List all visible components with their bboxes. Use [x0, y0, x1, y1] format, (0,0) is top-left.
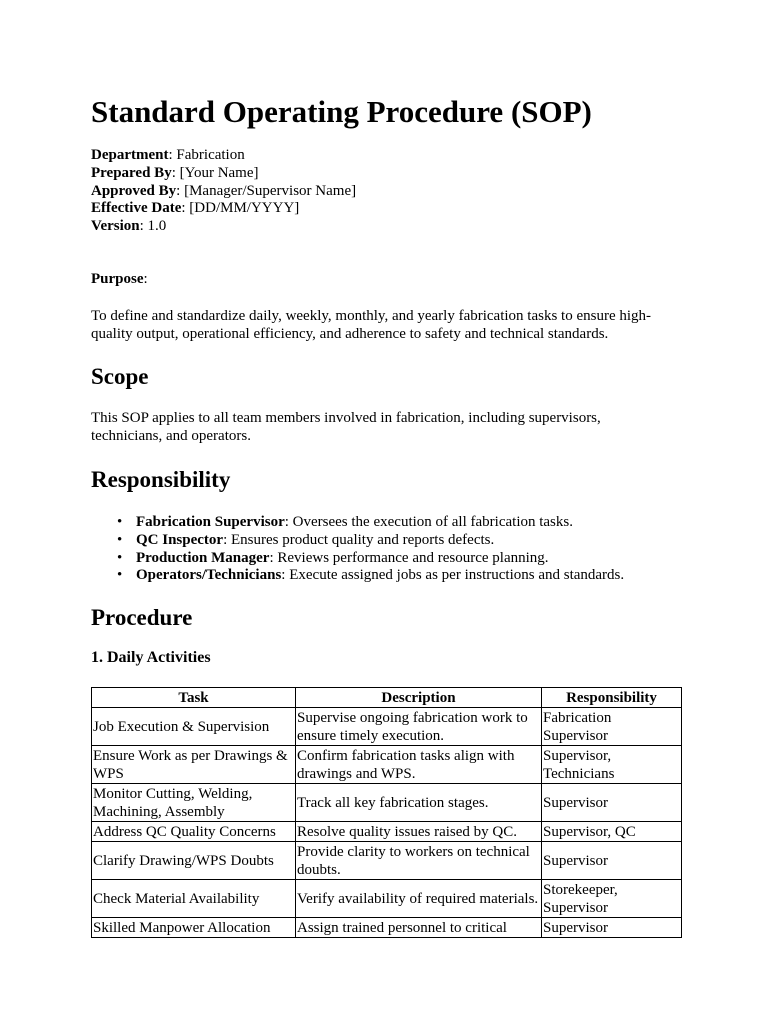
table-row — [92, 784, 682, 822]
cell-responsibility: Supervisor, QC — [542, 822, 682, 842]
daily-activities-heading: 1. Daily Activities — [91, 649, 211, 667]
responsibility-heading: Responsibility — [91, 466, 231, 492]
bullet-icon: • — [117, 531, 123, 548]
meta-version: Version: 1.0 — [91, 218, 167, 235]
purpose-label: Purpose: — [91, 270, 148, 287]
list-item: • Production Manager: Reviews performance and resource planning. — [117, 549, 549, 566]
table-row — [92, 746, 682, 784]
bullet-icon: • — [117, 549, 123, 566]
cell-task: Monitor Cutting, Welding, Machining, Assembly — [92, 784, 296, 822]
table-row — [92, 822, 682, 842]
table-header-row — [92, 688, 682, 708]
column-header-responsibility: Responsibility — [542, 688, 682, 708]
procedure-heading: Procedure — [91, 605, 193, 631]
cell-responsibility: Storekeeper, Supervisor — [542, 880, 682, 918]
scope-text: This SOP applies to all team members involved in fabrication, including supervisors, technicians, and operators. — [91, 409, 601, 444]
meta-prepared-by: Prepared By: [Your Name] — [91, 164, 259, 181]
purpose-text: To define and standardize daily, weekly, monthly, and yearly fabrication tasks to ensure high-quality output, operational efficiency, and adherence to safety and technical standards. — [91, 307, 652, 342]
cell-description: Confirm fabrication tasks align with drawings and WPS. — [296, 746, 542, 784]
bullet-icon: • — [117, 567, 123, 584]
cell-responsibility: Supervisor — [542, 784, 682, 822]
table-row — [92, 918, 682, 938]
cell-responsibility: Fabrication Supervisor — [542, 708, 682, 746]
cell-description: Track all key fabrication stages. — [296, 784, 542, 822]
cell-description: Assign trained personnel to critical — [296, 918, 542, 938]
column-header-description: Description — [296, 688, 542, 708]
table-row — [92, 842, 682, 880]
cell-responsibility: Supervisor — [542, 918, 682, 938]
list-item: • Operators/Technicians: Execute assigned jobs as per instructions and standards. — [117, 567, 625, 584]
cell-description: Supervise ongoing fabrication work to ensure timely execution. — [296, 708, 542, 746]
cell-description: Resolve quality issues raised by QC. — [296, 822, 542, 842]
meta-effective-date: Effective Date: [DD/MM/YYYY] — [91, 200, 300, 217]
cell-description: Provide clarity to workers on technical doubts. — [296, 842, 542, 880]
cell-task: Address QC Quality Concerns — [92, 822, 296, 842]
meta-approved-by: Approved By: [Manager/Supervisor Name] — [91, 182, 357, 199]
cell-task: Check Material Availability — [92, 880, 296, 918]
document-page — [91, 92, 681, 938]
cell-task: Job Execution & Supervision — [92, 708, 296, 746]
table-row — [92, 880, 682, 918]
table-row — [92, 708, 682, 746]
cell-responsibility: Supervisor — [542, 842, 682, 880]
document-title: Standard Operating Procedure (SOP) — [91, 94, 592, 129]
cell-description: Verify availability of required materials. — [296, 880, 542, 918]
bullet-icon: • — [117, 513, 123, 530]
list-item: • Fabrication Supervisor: Oversees the execution of all fabrication tasks. — [117, 513, 573, 530]
column-header-task: Task — [92, 688, 296, 708]
meta-department: Department: Fabrication — [91, 147, 245, 163]
cell-task: Clarify Drawing/WPS Doubts — [92, 842, 296, 880]
responsibility-list — [91, 513, 681, 584]
document-metadata — [91, 146, 681, 235]
list-item: • QC Inspector: Ensures product quality and reports defects. — [117, 531, 495, 548]
daily-activities-table — [91, 687, 682, 938]
cell-task: Ensure Work as per Drawings & WPS — [92, 746, 296, 784]
cell-task: Skilled Manpower Allocation — [92, 918, 296, 938]
cell-responsibility: Supervisor, Technicians — [542, 746, 682, 784]
scope-heading: Scope — [91, 363, 149, 389]
